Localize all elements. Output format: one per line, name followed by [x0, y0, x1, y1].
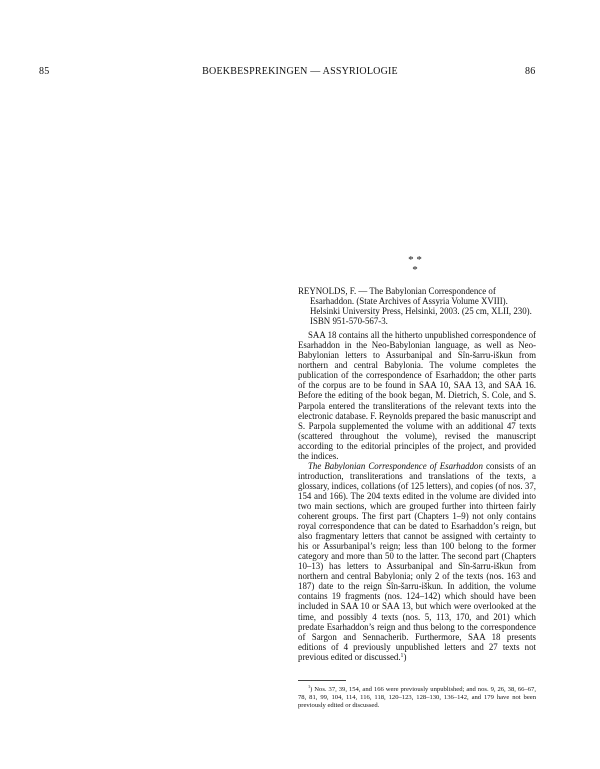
asterisk-row-top: * *	[408, 254, 422, 266]
page-number-left: 85	[39, 66, 50, 77]
book-title-italic: The Babylonian Correspondence of Esarhaddon	[308, 460, 483, 471]
page-number-right: 86	[525, 66, 536, 77]
page-header	[0, 66, 600, 82]
book-citation: REYNOLDS, F. — The Babylonian Correspondence of Esarhaddon. (State Archives of Assyria Volume XVIII). Helsinki University Press, Helsinki, 2003. (25 cm, XLII, 230). ISBN 951-570-567-3.	[298, 286, 532, 327]
review-paragraph-1: SAA 18 contains all the hitherto unpublished correspondence of Esarhaddon in the Neo-Babylonian language, as well as Neo-Babylonian letters to Assurbanipal and Sîn-šarru-iškun from northern and central Babylonia. The volume completes the publication of the correspondence of Esarhaddon; the other parts of the corpus are to be found in SAA 10, SAA 13, and SAA 16. Before the editing of the book began, M. Dietrich, S. Cole, and S. Parpola entered the transliterations of the relevant texts into the electronic database. F. Reynolds prepared the basic manuscript and S. Parpola supplemented the volume with an additional 47 texts (scattered throughout the volume), revised the manuscript according to the editorial principles of the project, and provided the indices.	[298, 330, 536, 461]
asterisk-row-bottom: *	[412, 264, 418, 276]
footnote-reference[interactable]: 1	[400, 652, 404, 659]
running-title: BOEKBESPREKINGEN — ASSYRIOLOGIE	[202, 66, 398, 77]
footnote-text: Nos. 37, 39, 154, and 166 were previously unpublished; and nos. 9, 26, 38, 66–67, 78, 81, 99, 104, 114, 116, 118, 120–123, 128–130, 136–142, and 179 have not been previously edited or discussed.	[298, 686, 536, 710]
section-divider-asterisks	[395, 255, 435, 275]
review-paragraph-2-text: consists of an introduction, transliterations and translations of the texts, a glossary, indices, collations (of 125 letters), and copies (of nos. 37, 154 and 166). The 204 texts edited in the volume are divided into two main sections, which are grouped further into thirteen fairly coherent groups. The first part (Chapters 1–9) not only contains royal correspondence that can be dated to Esarhaddon’s reign, but also fragmentary letters that cannot be assigned with certainty to his or Assurbanipal’s reign; less than 100 belong to the former category and more than 50 to the latter. The second part (Chapters 10–13) has letters to Assurbanipal and Sîn-šarru-iškun from northern and central Babylonia; only 2 of the texts (nos. 163 and 187) date to the reign Sîn-šarru-iškun. In addition, the volume contains 19 fragments (nos. 124–142) which should have been included in SAA 10 or SAA 13, but which were overlooked at the time, and possibly 4 texts (nos. 5, 113, 170, and 201) which predate Esarhaddon’s reign and thus belong to the correspondence of Sargon and Sennacherib. Furthermore, SAA 18 presents editions of 4 previously unpublished letters and 27 texts not previous edited or discussed.	[298, 460, 536, 662]
footnote-separator	[298, 680, 346, 681]
footnote-marker: 1	[308, 684, 311, 689]
review-body	[298, 286, 536, 662]
footnote: $^1$) Nos. 37, 39, 154, and 166 were previously unpublished; and nos. 9, 26, 38, 66–67, 78, 81, 99, 104, 114, 116, 118, 120–123, 128–130, 136–142, and 179 have not been previously edited or discussed.	[298, 684, 536, 710]
review-paragraph-2: The Babylonian Correspondence of Esarhaddon consists of an introduction, transliterations and translations of the texts, a glossary, indices, collations (of 125 letters), and copies (of nos. 37, 154 and 166). The 204 texts edited in the volume are divided into two main sections, which are grouped further into thirteen fairly coherent groups. The first part (Chapters 1–9) not only contains royal correspondence that can be dated to Esarhaddon’s reign, but also fragmentary letters that cannot be assigned with certainty to his or Assurbanipal’s reign; less than 100 belong to the former category and more than 50 to the latter. The second part (Chapters 10–13) has letters to Assurbanipal and Sîn-šarru-iškun from northern and central Babylonia; only 2 of the texts (nos. 163 and 187) date to the reign Sîn-šarru-iškun. In addition, the volume contains 19 fragments (nos. 124–142) which should have been included in SAA 10 or SAA 13, but which were overlooked at the time, and possibly 4 texts (nos. 5, 113, 170, and 201) which predate Esarhaddon’s reign and thus belong to the correspondence of Sargon and Sennacherib. Furthermore, SAA 18 presents editions of 4 previously unpublished letters and 27 texts not previous edited or discussed.$^1$)	[298, 460, 536, 662]
